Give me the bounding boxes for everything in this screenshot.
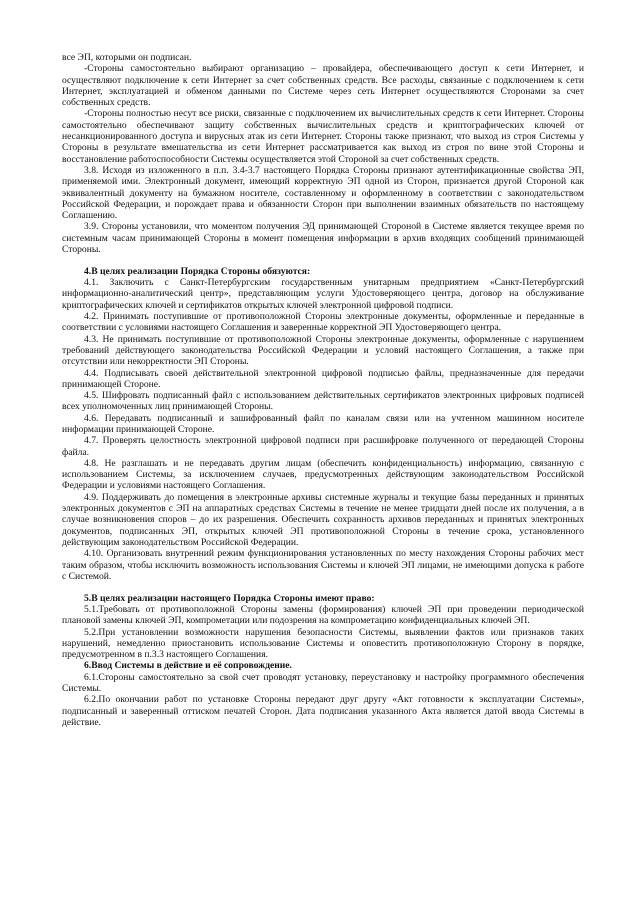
- paragraph-6-1: 6.1.Стороны самостоятельно за свой счет проводят установку, переустановку и настройку программного обеспечения Системы.: [62, 671, 584, 695]
- section-4-heading: 4.В целях реализации Порядка Стороны обязуются:: [84, 265, 311, 277]
- paragraph-4-2: 4.2. Принимать поступившие от противоположной Стороны электронные документы, оформленные и переданные в соответствии с условиями настоящего Соглашения и заверенные корректной ЭП Удостоверяющего центра.: [62, 311, 584, 334]
- paragraph-4-6: 4.6. Передавать подписанный и зашифрованный файл по каналам связи или на учтенном машинном носителе информации принимающей Стороне.: [62, 412, 584, 435]
- section-5-heading: 5.В целях реализации настоящего Порядка Стороны имеют право:: [84, 592, 375, 604]
- paragraph-5-2: 5.2.При установлении возможности нарушения безопасности Системы, выявлении фактов или признаков таких нарушений, немедленно приостановить использование Системы и оповестить противоположную Сторону в порядке, предусмотренном в п.3.3 настоящего Соглашения.: [62, 626, 584, 661]
- paragraph-4-7: 4.7. Проверять целостность электронной цифровой подписи при расшифровке полученного от передающей Стороны файла.: [62, 435, 584, 458]
- paragraph-4-3: 4.3. Не принимать поступившие от противоположной Стороны электронные документы, оформленные с нарушением требований действующего законодательства Российской Федерации и условий настоящего Соглашения, а также при отсутствии или некорректности ЭП Стороны.: [62, 333, 584, 368]
- paragraph-4-1: 4.1. Заключить с Санкт-Петербургским государственным унитарным предприятием «Санкт-Петербургский информационно-аналитический центр», представляющим услуги Удостоверяющего центра, договор на обслуживание криптографических ключей и сертификатов открытых ключей электронной цифровой подписи.: [62, 277, 584, 311]
- paragraph-3-8: 3.8. Исходя из изложенного в п.п. 3.4-3.7 настоящего Порядка Стороны признают аутентификационные свойства ЭП, применяемой ими. Электронный документ, имеющий корректную ЭП одной из Сторон, признается другой Стороной как эквивалентный документу на бумажном носителе, составленному и оформленному в соответствии с законодательством Российской Федерации, и порождает права и обязанности Сторон при выполнении взаимных обязательств по настоящему Соглашению.: [62, 164, 584, 222]
- paragraph-3-9: 3.9. Стороны установили, что моментом получения ЭД принимающей Стороной в Системе является текущее время по системным часам принимающей Стороны в момент помещения информации в архив входящих сообщений принимающей Стороны.: [62, 221, 584, 256]
- paragraph-6-2: 6.2.По окончании работ по установке Стороны передают друг другу «Акт готовности к эксплуатации Системы», подписанный и заверенный оттиском печатей Сторон. Дата подписания указанного Акта является датой ввода Системы в действие.: [62, 694, 584, 728]
- paragraph-5-1: 5.1.Требовать от противоположной Стороны замены (формирования) ключей ЭП при проведении периодической плановой замены ключей ЭП, компрометации или подозрения на компрометацию конфиденциальных ключей ЭП.: [62, 603, 584, 627]
- paragraph-3-7-tail: все ЭП, которыми он подписан.: [62, 52, 192, 63]
- paragraph-provider: -Стороны самостоятельно выбирают организацию – провайдера, обеспечивающего доступ к сети Интернет, и осуществляют подключение к сети Интернет за счет собственных средств. Все расходы, связанные с подключением к сети Интернет, эксплуатацией и обменом данными по Системе через сеть Интернет осуществляются Сторонами за счет собственных средств.: [62, 63, 584, 109]
- paragraph-risks: -Стороны полностью несут все риски, связанные с подключением их вычислительных средств к сети Интернет. Стороны самостоятельно обеспечивают защиту собственных вычислительных средств и криптографических ключей от несанкционированного доступа и вирусных атак из сети Интернет. Стороны также признают, что выход из строя Системы у Стороны в результате вмешательства из сети Интернет рассматривается как выход из строя по вине этой Стороны и восстановление работоспособности Системы осуществляется этой Стороной за счет собственных средств.: [62, 108, 584, 165]
- document-body: [62, 52, 584, 728]
- paragraph-4-4: 4.4. Подписывать своей действительной электронной цифровой подписью файлы, предназначенные для передачи принимающей Стороне.: [62, 367, 584, 390]
- paragraph-4-5: 4.5. Шифровать подписанный файл с использованием действительных сертификатов электронных цифровых подписей всех уполномоченных лиц принимающей Стороны.: [62, 390, 584, 413]
- paragraph-4-10: 4.10. Организовать внутренний режим функционирования установленных по месту нахождения Стороны рабочих мест таким образом, чтобы исключить возможность использования Системы и ключей ЭП лицами, не имеющими допуска к работе с Системой.: [62, 548, 584, 582]
- section-6-heading: 6.Ввод Системы в действие и её сопровождение.: [84, 660, 292, 672]
- paragraph-4-8: 4.8. Не разглашать и не передавать другим лицам (обеспечить конфиденциальность) информацию, связанную с использованием Системы, за исключением случаев, предусмотренных действующим законодательством Российской Федерации и условиями настоящего Соглашения.: [62, 457, 584, 492]
- paragraph-4-9: 4.9. Поддерживать до помещения в электронные архивы системные журналы и текущие базы переданных и принятых электронных документов с ЭП на аппаратных средствах Системы в течение не менее тридцати дней после их получения, а в случае возникновения споров – до их разрешения. Обеспечить сохранность архивов переданных и принятых электронных документов, подписанных ЭП, открытых ключей ЭП противоположной Стороны в течение срока, установленного действующим законодательством Российской Федерации.: [62, 491, 584, 548]
